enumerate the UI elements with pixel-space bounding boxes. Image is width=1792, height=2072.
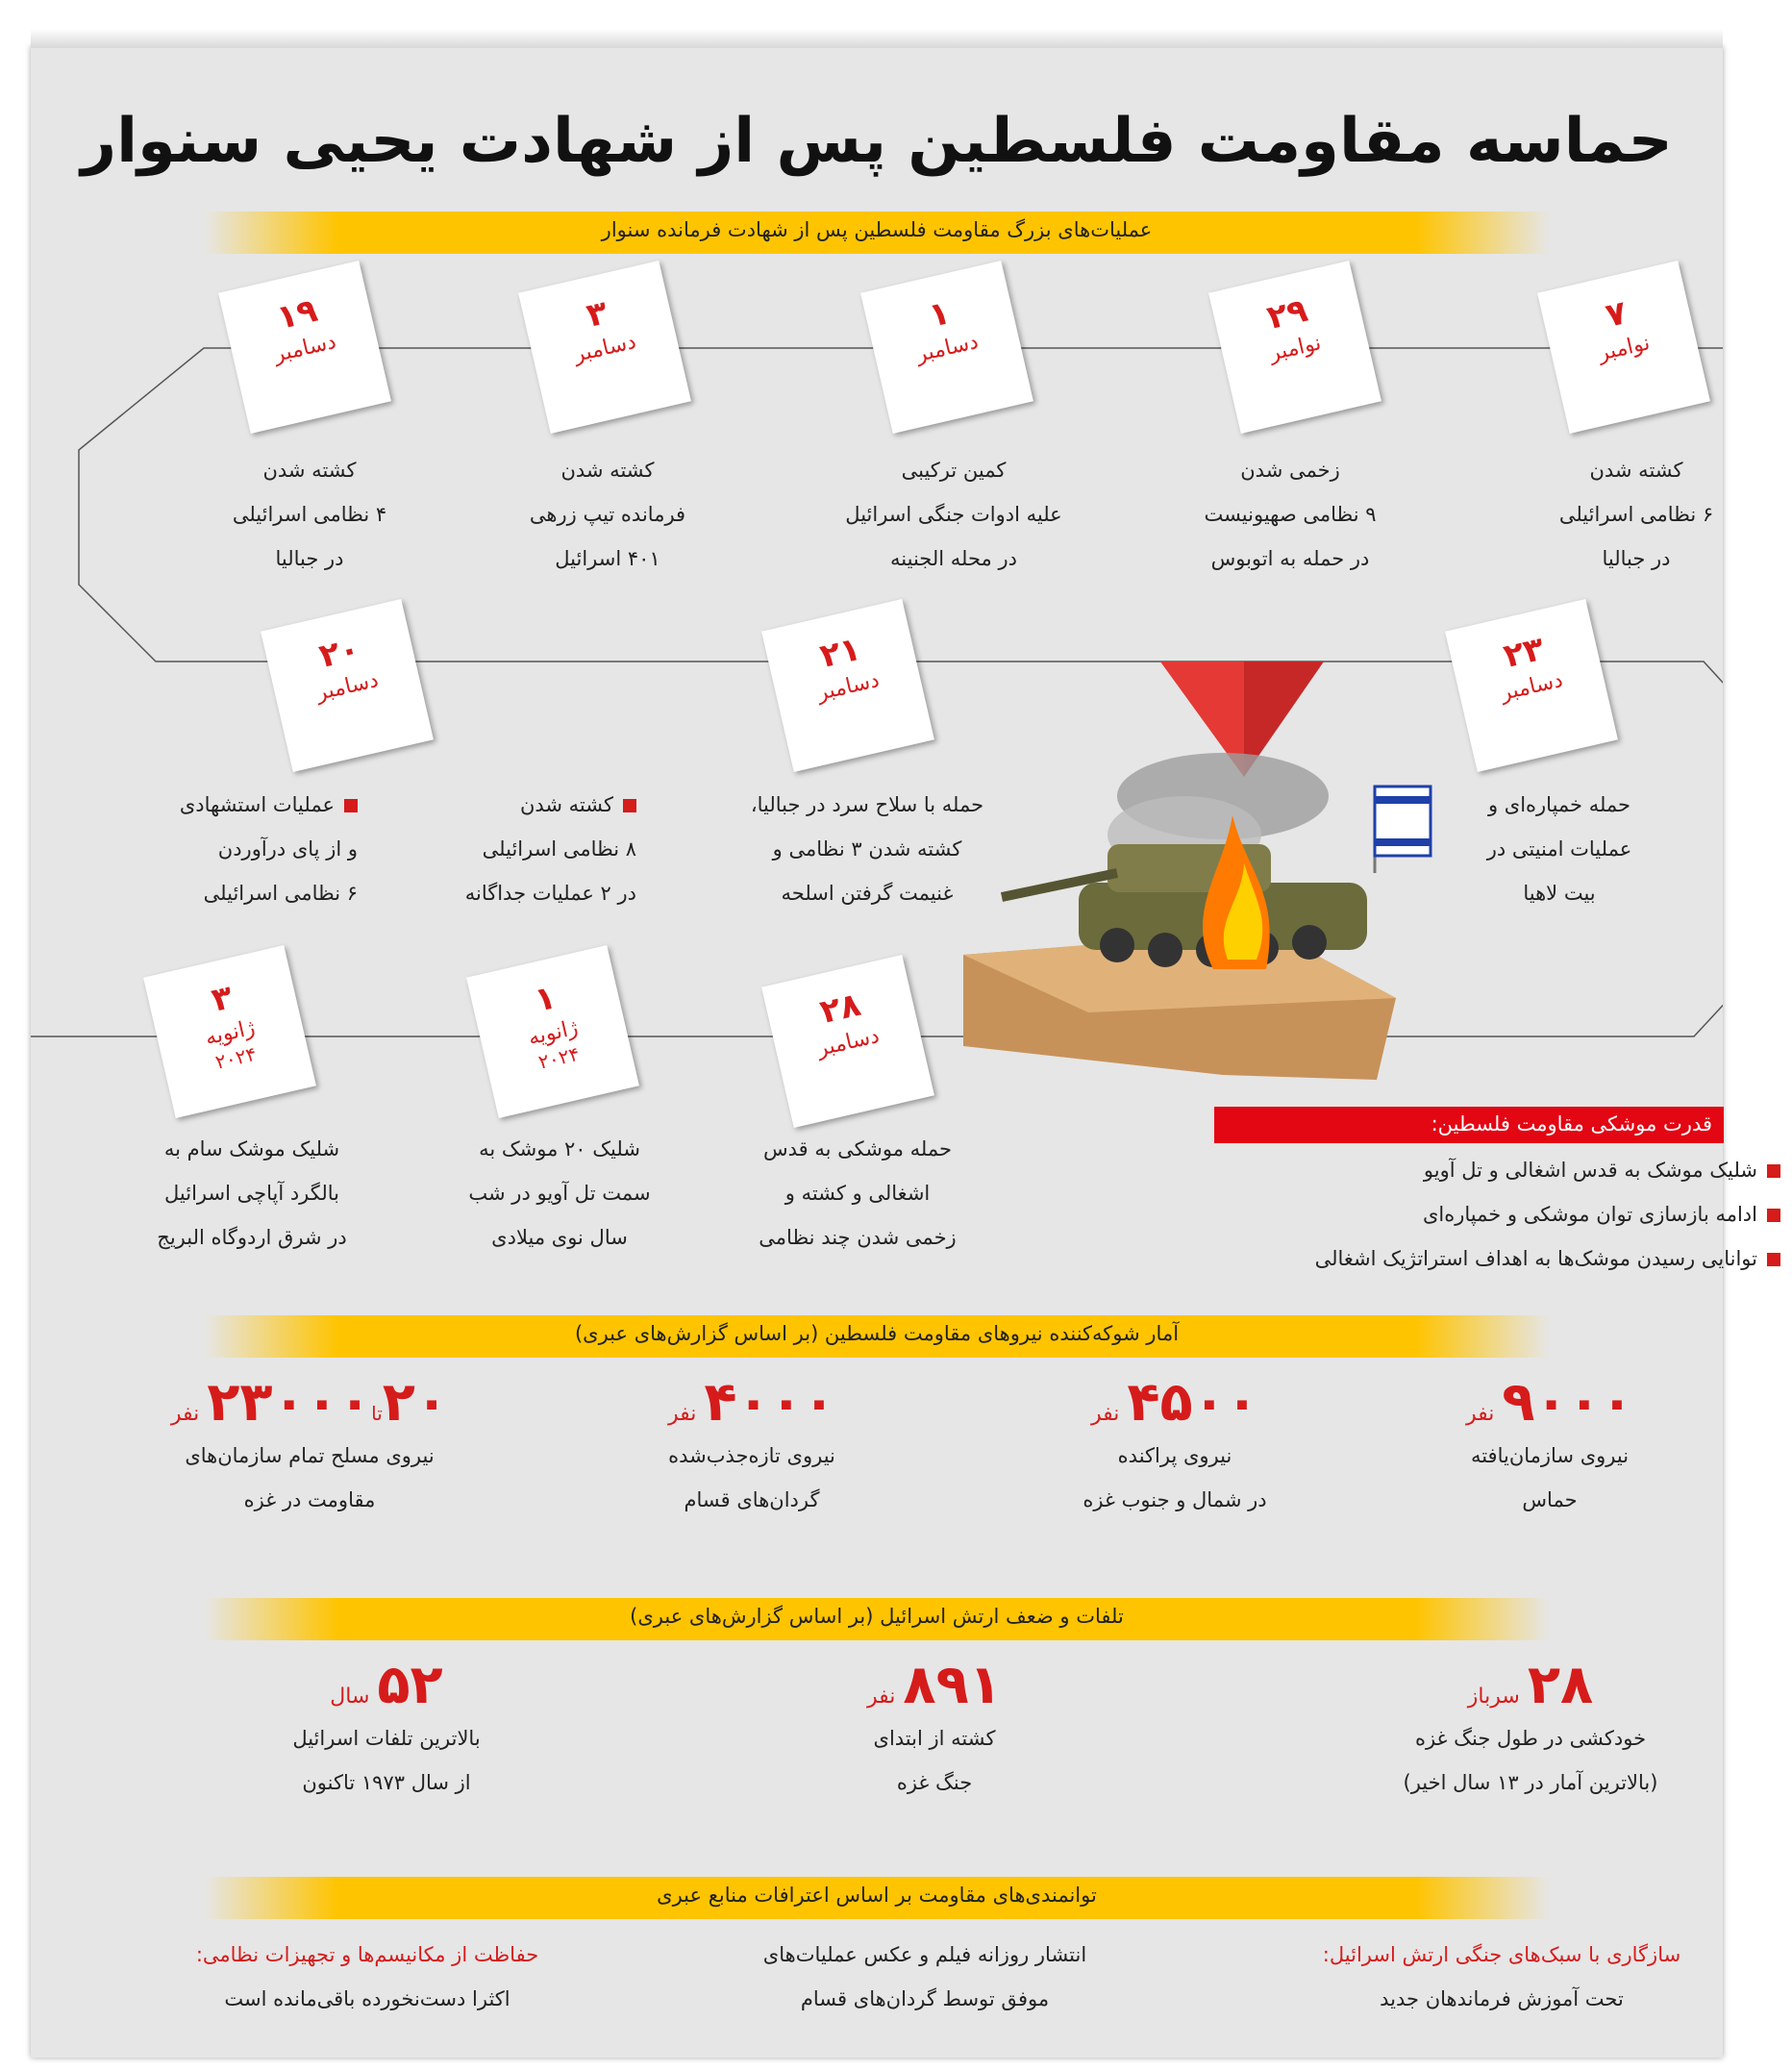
event-line: در جبالیا bbox=[1602, 547, 1671, 570]
loss-unit: سرباز bbox=[1467, 1685, 1520, 1709]
stat-line: نیروی پراکنده bbox=[1117, 1444, 1232, 1467]
missile-item bbox=[1281, 1192, 1780, 1236]
event-line: سال نوی میلادی bbox=[491, 1226, 628, 1249]
stat-number: ۴۵۰۰ bbox=[1127, 1371, 1259, 1434]
note-day: ۷ bbox=[1602, 293, 1630, 336]
capability-protection bbox=[165, 1933, 569, 2021]
bullet-icon bbox=[1767, 1164, 1780, 1178]
event-line: شلیک موشک سام به bbox=[163, 1137, 340, 1161]
capability-line: انتشار روزانه فیلم و عکس عملیات‌های bbox=[762, 1943, 1087, 1966]
note-month: دسامبر bbox=[814, 667, 883, 707]
loss-highest-since-1973 bbox=[233, 1654, 540, 1805]
infographic-card bbox=[31, 46, 1757, 2058]
note-month: ژانویه bbox=[203, 1015, 258, 1051]
missile-item-text: ادامه بازسازی توان موشکی و خمپاره‌ای bbox=[1422, 1203, 1757, 1226]
stat-line: نیروی تازه‌جذب‌شده bbox=[668, 1444, 835, 1467]
event-line: کشته شدن bbox=[262, 459, 357, 482]
note-day: ۲۹ bbox=[1263, 290, 1311, 338]
note-day: ۲۸ bbox=[816, 985, 864, 1033]
stat-separator: تا bbox=[371, 1402, 383, 1425]
event-line: ۶ نظامی اسرائیلی bbox=[203, 882, 358, 905]
loss-unit: سال bbox=[330, 1685, 370, 1709]
event-line: بالگرد آپاچی اسرائیل bbox=[163, 1182, 340, 1205]
page-title: حماسه مقاومت فلسطین پس از شهادت یحیی سنوار bbox=[81, 106, 1673, 177]
stat-line: در شمال و جنوب غزه bbox=[1083, 1488, 1267, 1511]
stat-desc bbox=[1021, 1434, 1329, 1522]
loss-killed bbox=[781, 1654, 1088, 1805]
missile-item-text: شلیک موشک به قدس اشغالی و تل آویو bbox=[1423, 1159, 1757, 1182]
event-line: سمت تل آویو در شب bbox=[468, 1182, 651, 1205]
note-day: ۳ bbox=[208, 978, 236, 1020]
note-day: ۱ bbox=[925, 293, 954, 336]
loss-desc bbox=[781, 1716, 1088, 1805]
event-line: کشته شدن bbox=[1589, 459, 1683, 482]
event-line: و از پای درآوردن bbox=[217, 837, 358, 861]
loss-desc bbox=[1357, 1716, 1704, 1805]
event-line: اشغالی و کشته و bbox=[784, 1182, 931, 1205]
event-line: ۶ نظامی اسرائیلی bbox=[1558, 503, 1714, 526]
event-line: علیه ادوات جنگی اسرائیل bbox=[845, 503, 1062, 526]
stat-line: نیروی سازمان‌یافته bbox=[1470, 1444, 1630, 1467]
event-line: عملیات امنیتی در bbox=[1486, 837, 1632, 861]
stat-hamas-organized bbox=[1396, 1371, 1704, 1522]
note-month: ژانویه bbox=[526, 1015, 581, 1051]
stat-line: گردان‌های قسام bbox=[684, 1488, 820, 1511]
stat-unit: نفر bbox=[170, 1402, 200, 1426]
missile-item bbox=[1281, 1236, 1780, 1281]
losses-band bbox=[204, 1598, 1550, 1640]
stat-unit: نفر bbox=[1465, 1402, 1495, 1426]
stat-desc bbox=[127, 1434, 492, 1522]
event-line: حمله خمپاره‌ای و bbox=[1487, 793, 1631, 816]
loss-line: (بالاترین آمار در ۱۳ سال اخیر) bbox=[1403, 1771, 1658, 1794]
event-line: در شرق اردوگاه البریج bbox=[157, 1226, 347, 1249]
note-month: دسامبر bbox=[313, 667, 382, 707]
note-year: ۲۰۲۴ bbox=[212, 1041, 259, 1074]
event-line: در جبالیا bbox=[275, 547, 344, 570]
missile-item bbox=[1281, 1148, 1780, 1192]
loss-line: خودکشی در طول جنگ غزه bbox=[1414, 1727, 1647, 1750]
stat-number-to: ۲۳۰۰۰ bbox=[207, 1371, 372, 1434]
stats-header: آمار شوکه‌کننده نیروهای مقاومت فلسطین (بر اساس گزارش‌های عبری) bbox=[574, 1322, 1180, 1345]
event-text-dec28 bbox=[713, 1127, 1002, 1260]
loss-line: جنگ غزه bbox=[896, 1771, 973, 1794]
capability-line: اکثرا دست‌نخورده باقی‌مانده است bbox=[224, 1987, 510, 2010]
event-line: در حمله به اتوبوس bbox=[1210, 547, 1370, 570]
losses-header: تلفات و ضعف ارتش اسرائیل (بر اساس گزارش‌های عبری) bbox=[630, 1605, 1124, 1628]
event-line: کشته شدن bbox=[560, 459, 655, 482]
stat-line: حماس bbox=[1522, 1488, 1578, 1511]
note-month: نوامبر bbox=[1596, 331, 1653, 366]
stat-unit: نفر bbox=[667, 1402, 697, 1426]
capability-title: حفاظت از مکانیسم‌ها و تجهیزات نظامی: bbox=[195, 1943, 539, 1966]
note-month: دسامبر bbox=[571, 329, 639, 368]
loss-number: ۵۲ bbox=[377, 1654, 443, 1716]
loss-number: ۲۸ bbox=[1527, 1654, 1594, 1716]
event-text-jan3 bbox=[108, 1127, 396, 1260]
stat-number: ۹۰۰۰ bbox=[1502, 1371, 1634, 1434]
capability-title: سازگاری با سبک‌های جنگی ارتش اسرائیل: bbox=[1322, 1943, 1681, 1966]
capability-line: تحت آموزش فرماندهان جدید bbox=[1380, 1987, 1624, 2010]
stat-unit: نفر bbox=[1090, 1402, 1120, 1426]
capability-line: موفق توسط گردان‌های قسام bbox=[800, 1987, 1050, 2010]
event-line: ۴ نظامی اسرائیلی bbox=[232, 503, 387, 526]
capability-media bbox=[723, 1933, 1127, 2021]
event-line: ۸ نظامی اسرائیلی bbox=[482, 837, 636, 861]
loss-unit: نفر bbox=[867, 1685, 896, 1709]
note-month: دسامبر bbox=[271, 329, 339, 368]
missile-item-text: توانایی رسیدن موشک‌ها به اهداف استراتژیک اشغالی bbox=[1314, 1247, 1757, 1270]
bullet-icon bbox=[1767, 1209, 1780, 1222]
stat-number: ۴۰۰۰ bbox=[704, 1371, 836, 1434]
capabilities-header: توانمندی‌های مقاومت بر اساس اعترافات منابع عبری bbox=[657, 1884, 1097, 1907]
stat-all-armed bbox=[127, 1371, 492, 1522]
event-line: شلیک ۲۰ موشک به bbox=[479, 1137, 640, 1161]
loss-number: ۸۹۱ bbox=[903, 1654, 1002, 1716]
loss-line: بالاترین تلفات اسرائیل bbox=[292, 1727, 481, 1750]
note-month: نوامبر bbox=[1267, 331, 1324, 366]
missile-power-list bbox=[1281, 1148, 1780, 1281]
stat-number-from: ۲۰ bbox=[382, 1371, 449, 1434]
note-month: دسامبر bbox=[814, 1023, 883, 1062]
note-day: ۲۱ bbox=[816, 629, 864, 677]
event-line: ۴۰۱ اسرائیل bbox=[555, 547, 660, 570]
note-month: دسامبر bbox=[1498, 667, 1566, 707]
event-line: غنیمت گرفتن اسلحه bbox=[781, 882, 954, 905]
event-line-text: کشته شدن bbox=[519, 793, 613, 816]
event-line: زخمی شدن bbox=[1240, 459, 1340, 482]
event-line: در محله الجنینه bbox=[890, 547, 1017, 570]
note-year: ۲۰۲۴ bbox=[535, 1041, 582, 1074]
operations-header: عملیات‌های بزرگ مقاومت فلسطین پس از شهادت فرمانده سنوار bbox=[601, 218, 1153, 241]
stat-line: مقاومت در غزه bbox=[243, 1488, 376, 1511]
event-line: ۹ نظامی صهیونیست bbox=[1204, 503, 1377, 526]
event-line: حمله با سلاح سرد در جبالیا، bbox=[750, 793, 984, 816]
note-day: ۲۰ bbox=[315, 629, 363, 677]
event-line-text: عملیات استشهادی bbox=[179, 793, 335, 816]
event-line: بیت لاهیا bbox=[1523, 882, 1596, 905]
event-line: کشته شدن ۳ نظامی و bbox=[772, 837, 962, 861]
stat-scattered bbox=[1021, 1371, 1329, 1522]
loss-suicides bbox=[1357, 1654, 1704, 1805]
loss-desc bbox=[233, 1716, 540, 1805]
event-text-jan1 bbox=[415, 1127, 704, 1260]
note-day: ۳ bbox=[583, 293, 611, 336]
note-day: ۲۳ bbox=[1500, 629, 1548, 677]
event-line: کمین ترکیبی bbox=[901, 459, 1007, 482]
note-day: ۱ bbox=[531, 978, 560, 1020]
loss-line: کشته از ابتدای bbox=[873, 1727, 996, 1750]
event-line: فرمانده تیپ زرهی bbox=[529, 503, 686, 526]
event-line: زخمی شدن چند نظامی bbox=[759, 1226, 957, 1249]
stat-desc bbox=[1396, 1434, 1704, 1522]
stat-desc bbox=[598, 1434, 906, 1522]
loss-line: از سال ۱۹۷۳ تاکنون bbox=[302, 1771, 471, 1794]
capability-adaptation bbox=[1300, 1933, 1704, 2021]
stat-line: نیروی مسلح تمام سازمان‌های bbox=[185, 1444, 435, 1467]
event-line: حمله موشکی به قدس bbox=[763, 1137, 952, 1161]
note-day: ۱۹ bbox=[273, 290, 321, 338]
stat-new-recruits bbox=[598, 1371, 906, 1522]
capabilities-band bbox=[204, 1877, 1550, 1919]
missile-power-title: قدرت موشکی مقاومت فلسطین: bbox=[1431, 1112, 1712, 1136]
event-line: در ۲ عملیات جداگانه bbox=[464, 882, 636, 905]
note-month: دسامبر bbox=[913, 329, 982, 368]
bullet-icon bbox=[1767, 1253, 1780, 1266]
missile-power-title-bar bbox=[1214, 1107, 1724, 1143]
stats-band bbox=[204, 1315, 1550, 1358]
